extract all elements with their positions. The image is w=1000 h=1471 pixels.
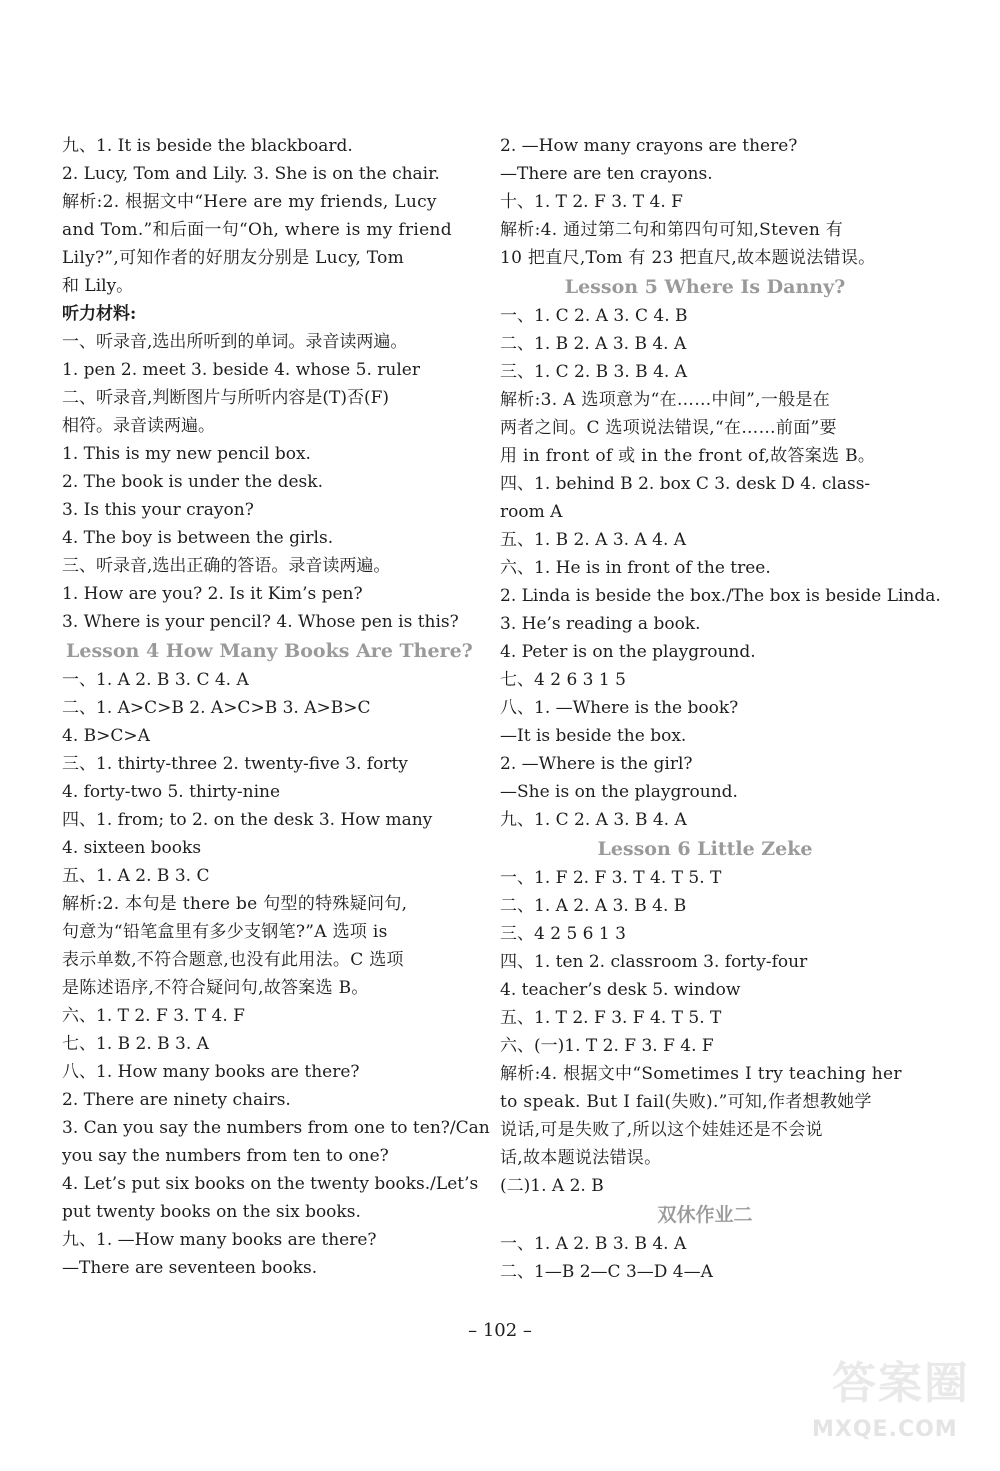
answer-line: 三、听录音,选出正确的答语。录音读两遍。 xyxy=(62,556,391,576)
answer-line: you say the numbers from ten to one? xyxy=(62,1146,389,1166)
explanation-line: 10 把直尺,Tom 有 23 把直尺,故本题说法错误。 xyxy=(500,248,876,268)
answer-line: 2. Lucy, Tom and Lily. 3. She is on the chair. xyxy=(62,164,440,184)
explanation-line: 说话,可是失败了,所以这个娃娃还是不会说 xyxy=(500,1120,823,1140)
answer-line: 2. Linda is beside the box./The box is beside Linda. xyxy=(500,586,941,606)
answer-line: 五、1. B 2. A 3. A 4. A xyxy=(500,530,687,550)
answer-line: 六、1. T 2. F 3. T 4. F xyxy=(62,1006,245,1026)
explanation-line: to speak. But I fail(失败).”可知,作者想教她学 xyxy=(500,1092,872,1112)
answer-line: 2. There are ninety chairs. xyxy=(62,1090,291,1110)
answer-line: 1. How are you? 2. Is it Kim’s pen? xyxy=(62,584,363,604)
lesson-heading: 双休作业二 xyxy=(657,1204,753,1226)
answer-line: 六、(一)1. T 2. F 3. F 4. F xyxy=(500,1036,714,1056)
answer-line: (二)1. A 2. B xyxy=(500,1176,604,1196)
answer-line: 二、1—B 2—C 3—D 4—A xyxy=(500,1262,713,1282)
answer-line: 一、1. C 2. A 3. C 4. B xyxy=(500,306,688,326)
answer-line: —There are ten crayons. xyxy=(500,164,713,184)
answer-line: 五、1. T 2. F 3. F 4. T 5. T xyxy=(500,1008,722,1028)
answer-line: —There are seventeen books. xyxy=(62,1258,318,1278)
watermark-logo: 答案圈 xyxy=(832,1358,970,1409)
answer-line: put twenty books on the six books. xyxy=(62,1202,361,1222)
answer-line: 七、4 2 6 3 1 5 xyxy=(500,670,626,690)
explanation-line: 句意为“铅笔盒里有多少支钢笔?”A 选项 is xyxy=(62,922,388,942)
answer-line: 1. This is my new pencil box. xyxy=(62,444,311,464)
lesson-heading: Lesson 6 Little Zeke xyxy=(597,838,813,860)
watermark-url: MXQE.COM xyxy=(812,1417,958,1442)
explanation-line: 两者之间。C 选项说法错误,“在……前面”要 xyxy=(500,418,837,438)
watermark xyxy=(802,1337,982,1457)
answer-line: —It is beside the box. xyxy=(500,726,687,746)
answer-line: 3. Is this your crayon? xyxy=(62,500,254,520)
answer-line: 五、1. A 2. B 3. C xyxy=(62,866,210,886)
answer-line: 4. Let’s put six books on the twenty books./Let’s xyxy=(62,1174,479,1194)
answer-line: 1. pen 2. meet 3. beside 4. whose 5. ruler xyxy=(62,360,420,380)
answer-line: 4. forty-two 5. thirty-nine xyxy=(62,782,281,802)
page-number: – 102 – xyxy=(468,1320,532,1341)
answer-line: 二、1. A 2. A 3. B 4. B xyxy=(500,896,687,916)
answer-line: 三、4 2 5 6 1 3 xyxy=(500,924,626,944)
answer-line: —She is on the playground. xyxy=(500,782,738,802)
answer-line: 4. teacher’s desk 5. window xyxy=(500,980,741,1000)
answer-line: 八、1. How many books are there? xyxy=(62,1062,360,1082)
answer-line: 一、听录音,选出所听到的单词。录音读两遍。 xyxy=(62,332,408,352)
answer-line: 二、1. B 2. A 3. B 4. A xyxy=(500,334,687,354)
answer-line: 和 Lily。 xyxy=(62,276,134,296)
right-column xyxy=(500,132,941,1286)
answer-line: 三、1. thirty-three 2. twenty-five 3. forty xyxy=(62,754,408,774)
answer-line: 4. B>C>A xyxy=(62,726,150,746)
answer-line: 九、1. C 2. A 3. B 4. A xyxy=(500,810,687,830)
answer-line: 4. The boy is between the girls. xyxy=(62,528,334,548)
answer-line: 一、1. A 2. B 3. B 4. A xyxy=(500,1234,687,1254)
answer-line: 四、1. behind B 2. box C 3. desk D 4. class- xyxy=(500,474,871,494)
answer-line: 3. Where is your pencil? 4. Whose pen is this? xyxy=(62,612,459,632)
answer-line: 4. sixteen books xyxy=(62,838,202,858)
answer-line: 十、1. T 2. F 3. T 4. F xyxy=(500,192,683,212)
answer-line: 2. —How many crayons are there? xyxy=(500,136,798,156)
answer-line: 听力材料: xyxy=(62,304,137,324)
explanation-line: 用 in front of 或 in the front of,故答案选 B。 xyxy=(500,446,876,466)
answer-line: 八、1. —Where is the book? xyxy=(500,698,739,718)
explanation-line: 解析:2. 根据文中“Here are my friends, Lucy xyxy=(62,192,437,212)
answer-line: 相符。录音读两遍。 xyxy=(62,416,215,436)
answer-line: 四、1. ten 2. classroom 3. forty-four xyxy=(500,952,808,972)
answer-line: 二、1. A>C>B 2. A>C>B 3. A>B>C xyxy=(62,698,371,718)
answer-line: 二、听录音,判断图片与所听内容是(T)否(F) xyxy=(62,388,390,408)
answer-line: 六、1. He is in front of the tree. xyxy=(500,558,771,578)
explanation-line: 解析:3. A 选项意为“在……中间”,一般是在 xyxy=(500,390,831,410)
explanation-line: Lily?”,可知作者的好朋友分别是 Lucy, Tom xyxy=(62,248,405,268)
answer-line: 七、1. B 2. B 3. A xyxy=(62,1034,209,1054)
answer-line: 九、1. —How many books are there? xyxy=(62,1230,377,1250)
answer-line: 2. The book is under the desk. xyxy=(62,472,323,492)
explanation-line: 是陈述语序,不符合疑问句,故答案选 B。 xyxy=(62,978,369,998)
answer-line: 一、1. A 2. B 3. C 4. A xyxy=(62,670,249,690)
answer-line: 2. —Where is the girl? xyxy=(500,754,693,774)
lesson-heading: Lesson 4 How Many Books Are There? xyxy=(66,640,473,662)
answer-line: 三、1. C 2. B 3. B 4. A xyxy=(500,362,687,382)
left-column xyxy=(62,132,490,1282)
answer-line: 一、1. F 2. F 3. T 4. T 5. T xyxy=(500,868,722,888)
answer-line: 4. Peter is on the playground. xyxy=(500,642,756,662)
answer-line: 3. Can you say the numbers from one to ten?/Can xyxy=(62,1118,490,1138)
explanation-line: 话,故本题说法错误。 xyxy=(500,1148,662,1168)
explanation-line: 解析:2. 本句是 there be 句型的特殊疑问句, xyxy=(62,894,408,914)
answer-line: 九、1. It is beside the blackboard. xyxy=(62,136,353,156)
explanation-line: and Tom.”和后面一句“Oh, where is my friend xyxy=(62,220,452,240)
answer-line: room A xyxy=(500,502,563,522)
explanation-line: 解析:4. 通过第二句和第四句可知,Steven 有 xyxy=(500,220,844,240)
answer-line: 3. He’s reading a book. xyxy=(500,614,701,634)
explanation-line: 解析:4. 根据文中“Sometimes I try teaching her xyxy=(500,1064,902,1084)
lesson-heading: Lesson 5 Where Is Danny? xyxy=(564,276,846,298)
answer-line: 四、1. from; to 2. on the desk 3. How many xyxy=(62,810,433,830)
explanation-line: 表示单数,不符合题意,也没有此用法。C 选项 xyxy=(62,950,404,970)
